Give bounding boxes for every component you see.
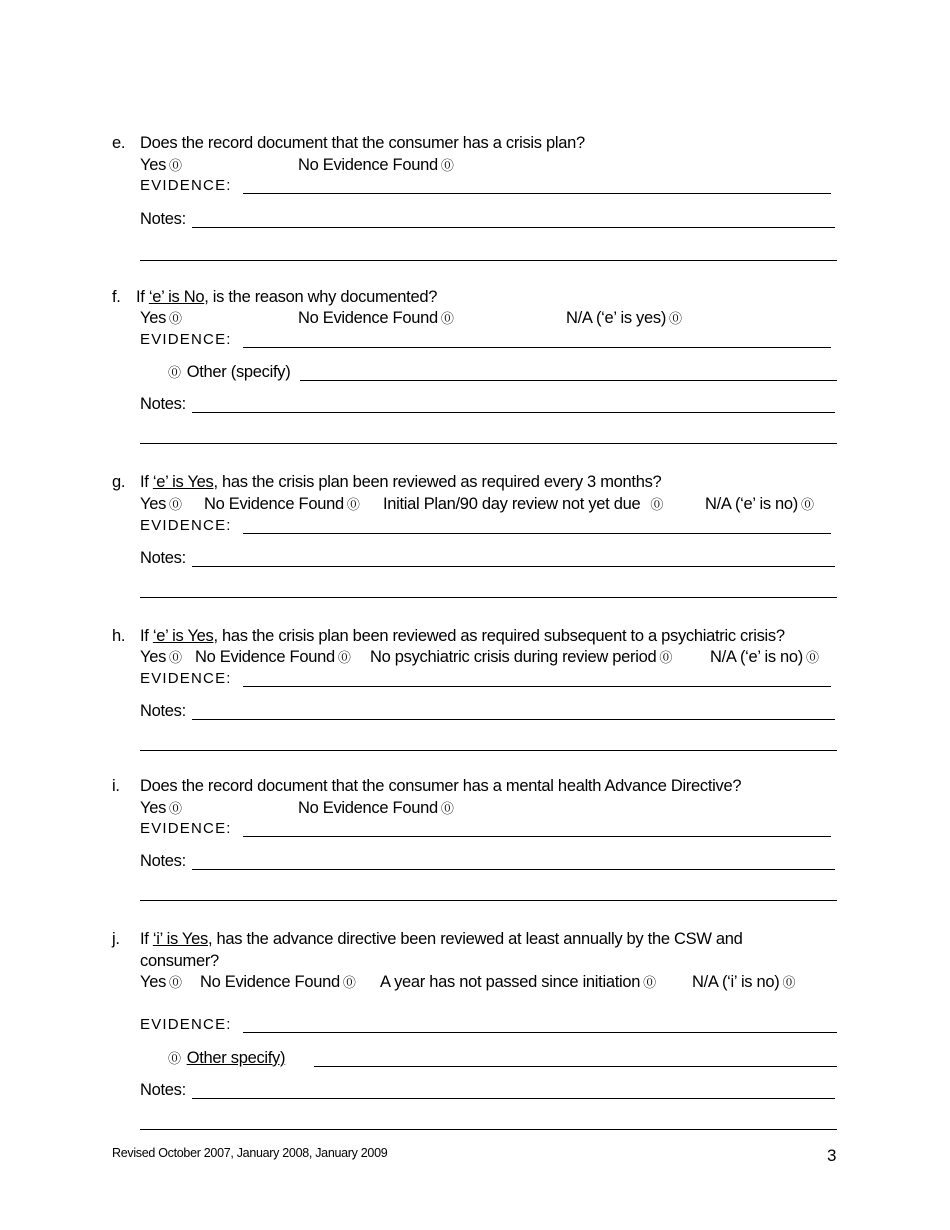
option-na[interactable]: N/A (‘e’ is yes) ⓪ <box>566 309 682 327</box>
notes-field[interactable] <box>192 227 835 228</box>
notes-label: Notes: <box>140 549 186 567</box>
radio-icon[interactable]: ⓪ <box>169 158 182 173</box>
radio-icon[interactable]: ⓪ <box>169 497 182 512</box>
notes-label: Notes: <box>140 210 186 228</box>
notes-field-continued[interactable] <box>140 260 837 261</box>
evidence-label: EVIDENCE: <box>140 331 232 348</box>
notes-label: Notes: <box>140 852 186 870</box>
notes-field-continued[interactable] <box>140 750 837 751</box>
option-no-crisis[interactable]: No psychiatric crisis during review period ⓪ <box>370 648 673 666</box>
option-yes[interactable]: Yes ⓪ <box>140 495 182 513</box>
option-no-evidence[interactable]: No Evidence Found ⓪ <box>200 973 356 991</box>
notes-field[interactable] <box>192 719 835 720</box>
radio-icon[interactable]: ⓪ <box>168 1051 181 1066</box>
question-text: If ‘e’ is No, is the reason why documented? <box>136 288 438 306</box>
option-yes[interactable]: Yes ⓪ <box>140 156 182 174</box>
evidence-label: EVIDENCE: <box>140 670 232 687</box>
radio-icon[interactable]: ⓪ <box>643 975 656 990</box>
condition-reference: ‘e’ is No <box>148 288 205 306</box>
notes-field[interactable] <box>192 1098 835 1099</box>
radio-icon[interactable]: ⓪ <box>782 975 796 990</box>
radio-icon[interactable]: ⓪ <box>659 650 673 665</box>
item-letter: j. <box>112 930 120 948</box>
option-na[interactable]: N/A (‘e’ is no) ⓪ <box>705 495 814 513</box>
option-no-evidence[interactable]: No Evidence Found ⓪ <box>298 156 454 174</box>
radio-icon[interactable]: ⓪ <box>346 497 360 512</box>
evidence-field[interactable] <box>243 1032 837 1033</box>
evidence-field[interactable] <box>243 836 831 837</box>
evidence-field[interactable] <box>243 533 831 534</box>
option-no-evidence[interactable]: No Evidence Found ⓪ <box>298 309 454 327</box>
notes-label: Notes: <box>140 1081 186 1099</box>
question-text: If ‘e’ is Yes, has the crisis plan been reviewed as required subsequent to a psychiatric crisis? <box>140 627 785 645</box>
radio-icon[interactable]: ⓪ <box>806 650 819 665</box>
other-specify-field[interactable] <box>300 380 837 381</box>
notes-field[interactable] <box>192 412 835 413</box>
option-other[interactable]: ⓪ Other (specify) <box>168 363 291 381</box>
notes-field[interactable] <box>192 869 835 870</box>
option-no-evidence[interactable]: No Evidence Found ⓪ <box>195 648 351 666</box>
option-yes[interactable]: Yes ⓪ <box>140 309 182 327</box>
question-text-continued: consumer? <box>140 952 219 970</box>
option-na[interactable]: N/A (‘i’ is no) ⓪ <box>692 973 796 991</box>
radio-icon[interactable]: ⓪ <box>169 801 182 816</box>
evidence-label: EVIDENCE: <box>140 177 232 194</box>
radio-icon[interactable]: ⓪ <box>440 311 454 326</box>
radio-icon[interactable]: ⓪ <box>169 975 182 990</box>
option-yes[interactable]: Yes ⓪ <box>140 648 182 666</box>
option-no-evidence[interactable]: No Evidence Found ⓪ <box>298 799 454 817</box>
notes-field-continued[interactable] <box>140 1129 837 1130</box>
option-yes[interactable]: Yes ⓪ <box>140 973 182 991</box>
item-letter: h. <box>112 627 126 645</box>
evidence-field[interactable] <box>243 686 831 687</box>
item-letter: g. <box>112 473 126 491</box>
condition-reference: ‘i’ is Yes <box>152 930 208 948</box>
item-letter: i. <box>112 777 120 795</box>
question-text: If ‘i’ is Yes, has the advance directive been reviewed at least annually by the CSW and <box>140 930 743 948</box>
evidence-field[interactable] <box>243 193 831 194</box>
option-na[interactable]: N/A (‘e’ is no) ⓪ <box>710 648 819 666</box>
other-specify-field[interactable] <box>314 1066 837 1067</box>
notes-field-continued[interactable] <box>140 443 837 444</box>
page-number: 3 <box>827 1146 837 1165</box>
revision-note: Revised October 2007, January 2008, January 2009 <box>112 1146 388 1160</box>
item-letter: e. <box>112 134 126 152</box>
radio-icon[interactable]: ⓪ <box>169 311 182 326</box>
radio-icon[interactable]: ⓪ <box>801 497 814 512</box>
radio-icon[interactable]: ⓪ <box>440 801 454 816</box>
option-other[interactable]: ⓪ Other specify) <box>168 1049 286 1067</box>
radio-icon[interactable]: ⓪ <box>337 650 351 665</box>
question-text: Does the record document that the consumer has a crisis plan? <box>140 134 585 152</box>
notes-label: Notes: <box>140 702 186 720</box>
notes-field-continued[interactable] <box>140 900 837 901</box>
option-initial-plan[interactable]: Initial Plan/90 day review not yet due ⓪ <box>383 495 664 513</box>
evidence-label: EVIDENCE: <box>140 1016 232 1033</box>
option-yes[interactable]: Yes ⓪ <box>140 799 182 817</box>
radio-icon[interactable]: ⓪ <box>669 311 682 326</box>
evidence-field[interactable] <box>243 347 831 348</box>
condition-reference: ‘e’ is Yes <box>152 627 214 645</box>
question-text: Does the record document that the consumer has a mental health Advance Directive? <box>140 777 742 795</box>
condition-reference: ‘e’ is Yes <box>152 473 214 491</box>
radio-icon[interactable]: ⓪ <box>650 497 664 512</box>
item-letter: f. <box>112 288 121 306</box>
radio-icon[interactable]: ⓪ <box>440 158 454 173</box>
notes-field-continued[interactable] <box>140 597 837 598</box>
notes-field[interactable] <box>192 566 835 567</box>
evidence-label: EVIDENCE: <box>140 517 232 534</box>
option-year-not-passed[interactable]: A year has not passed since initiation ⓪ <box>380 973 656 991</box>
radio-icon[interactable]: ⓪ <box>168 365 181 380</box>
radio-icon[interactable]: ⓪ <box>169 650 182 665</box>
option-no-evidence[interactable]: No Evidence Found ⓪ <box>204 495 360 513</box>
notes-label: Notes: <box>140 395 186 413</box>
evidence-label: EVIDENCE: <box>140 820 232 837</box>
radio-icon[interactable]: ⓪ <box>342 975 356 990</box>
question-text: If ‘e’ is Yes, has the crisis plan been reviewed as required every 3 months? <box>140 473 662 491</box>
